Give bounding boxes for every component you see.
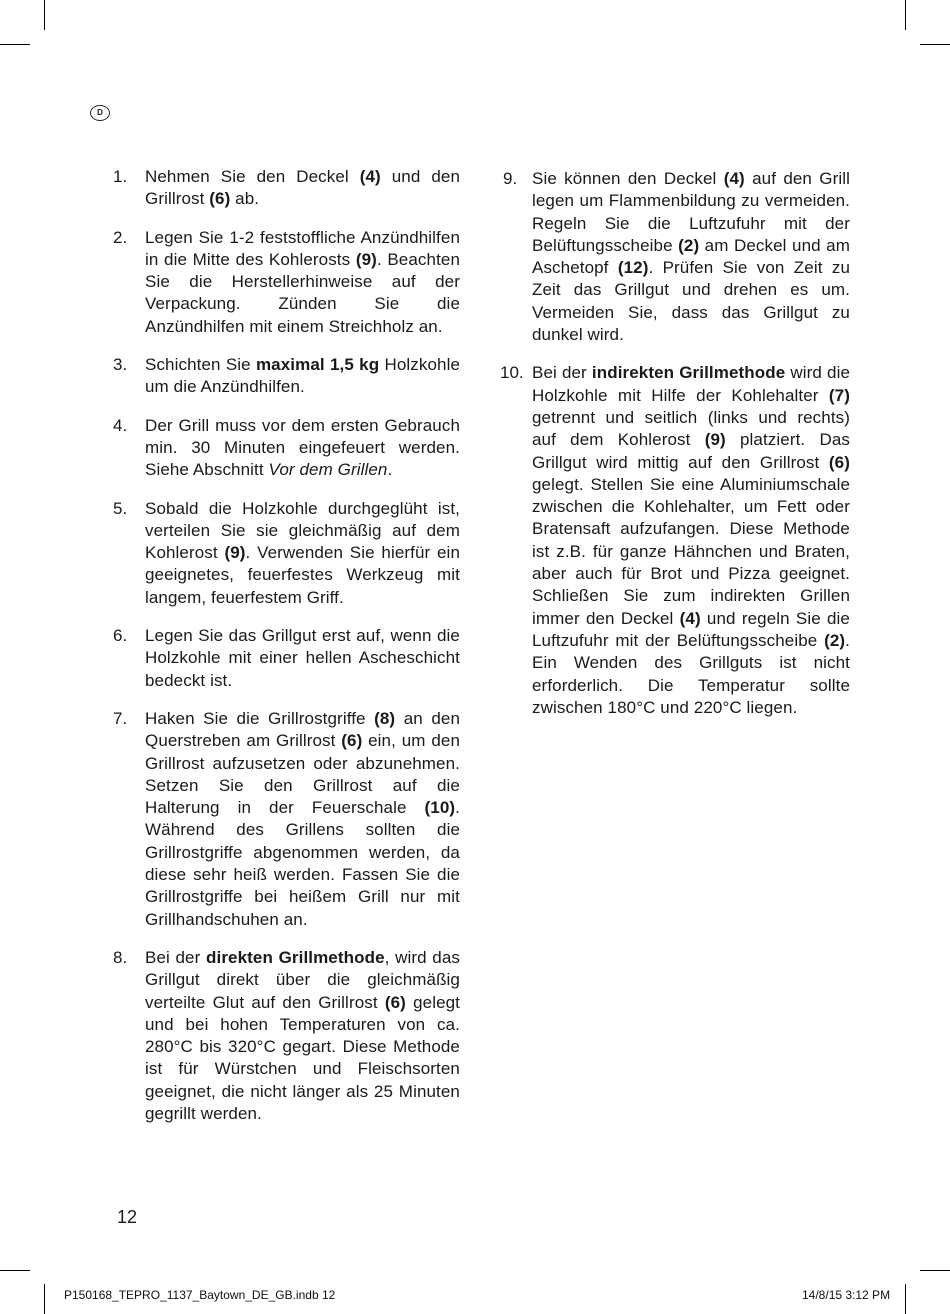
step-number: 9. [503, 169, 518, 188]
language-badge: D [90, 105, 110, 121]
step-text: Legen Sie das Grillgut erst auf, wenn die Holzkohle mit einer hellen Ascheschicht bedeckt ist. [145, 626, 460, 690]
step-text: Bei der direkten Grillmethode, wird das Grillgut direkt über die gleichmäßig verteilte Glut auf den Grillrost (6) gelegt und bei hohen Temperaturen von ca. 280°C bis 320°C gegart. Diese Methode ist für Würstchen und Fleischsorten geeignet, die nicht länger als 25 Minuten gegrillt werden. [145, 947, 461, 1123]
crop-mark [905, 0, 906, 30]
step-text: Sobald die Holzkohle durchgeglüht ist, verteilen Sie sie gleichmäßig auf dem Kohlerost (9). Verwenden Sie hierfür ein geeignetes, feuerfestes Werkzeug mit langem, feuerfestem Griff. [145, 498, 460, 607]
crop-mark [905, 1284, 906, 1314]
crop-mark [44, 1284, 45, 1314]
step-number: 4. [113, 415, 128, 435]
step-number: 2. [113, 227, 128, 247]
left-column [113, 166, 460, 1125]
step-number: 3. [113, 355, 128, 375]
step-text: Der Grill muss vor dem ersten Gebrauch min. 30 Minuten eingefeuert werden. Siehe Abschnitt Vor dem Grillen. [145, 415, 460, 480]
step-6 [113, 625, 460, 692]
step-number: 1. [113, 167, 128, 186]
step-7 [113, 708, 460, 931]
step-number: 8. [113, 947, 128, 967]
footer-file-name: P150168_TEPRO_1137_Baytown_DE_GB.indb 12 [64, 1288, 336, 1302]
crop-mark [44, 0, 45, 30]
step-text: Nehmen Sie den Deckel (4) und den Grillrost (6) ab. [145, 167, 460, 209]
page-number: 12 [117, 1207, 138, 1227]
step-2 [113, 227, 460, 338]
step-8 [113, 947, 460, 1125]
right-column [500, 168, 850, 719]
step-3 [113, 354, 460, 399]
footer-timestamp: 14/8/15 3:12 PM [802, 1288, 891, 1302]
step-10 [500, 362, 850, 719]
step-text: Legen Sie 1-2 feststoffliche Anzündhilfen in die Mitte des Kohlerosts (9). Beachten Sie die Herstellerhinweise auf der Verpackung. Zünden Sie die Anzündhilfen mit einem Streichholz an. [145, 227, 461, 336]
step-text: Bei der indirekten Grillmethode wird die Holzkohle mit Hilfe der Kohlehalter (7) getrennt und seitlich (links und rechts) auf dem Kohlerost (9) platziert. Das Grillgut wird mittig auf den Grillrost (6) gelegt. Stellen Sie eine Aluminiumschale zwischen die Kohlehalter, um Fett oder Bratensaft aufzufangen. Diese Methode ist z.B. für ganze Hähnchen und Braten, aber auch für Brot und Pizza geeignet. Schließen Sie zum indirekten Grillen immer den Deckel (4) und regeln Sie die Luftzufuhr mit der Belüftungsscheibe (2). Ein Wenden des Grillguts ist nicht erforderlich. Die Temperatur sollte zwischen 180°C und 220°C liegen. [532, 363, 850, 717]
crop-mark [920, 1270, 950, 1271]
step-text: Haken Sie die Grillrostgriffe (8) an den Querstreben am Grillrost (6) ein, um den Grillrost aufzusetzen oder abzunehmen. Setzen Sie den Grillrost auf die Halterung in der Feuerschale (10). Während des Grillens sollten die Grillrostgriffe abgenommen werden, da diese sehr heiß werden. Fassen Sie die Grillrostgriffe bei heißem Grill nur mit Grillhandschuhen an. [145, 708, 460, 929]
crop-mark [920, 44, 950, 45]
step-1 [113, 166, 460, 211]
step-4 [113, 415, 460, 482]
step-text: Sie können den Deckel (4) auf den Grill legen um Flammenbildung zu vermeiden. Regeln Sie die Luftzufuhr mit der Belüftungsscheibe (2) am Deckel und am Aschetopf (12). Prüfen Sie von Zeit zu Zeit das Grillgut und drehen es um. Vermeiden Sie, dass das Grillgut zu dunkel wird. [532, 169, 851, 345]
step-number: 10. [500, 363, 524, 383]
step-number: 6. [113, 626, 128, 646]
step-5 [113, 498, 460, 609]
step-text: Schichten Sie maximal 1,5 kg Holzkohle um die Anzündhilfen. [145, 355, 460, 397]
crop-mark [0, 44, 30, 45]
step-number: 5. [113, 498, 128, 518]
crop-mark [0, 1270, 30, 1271]
step-9 [500, 168, 850, 346]
step-number: 7. [113, 708, 128, 728]
